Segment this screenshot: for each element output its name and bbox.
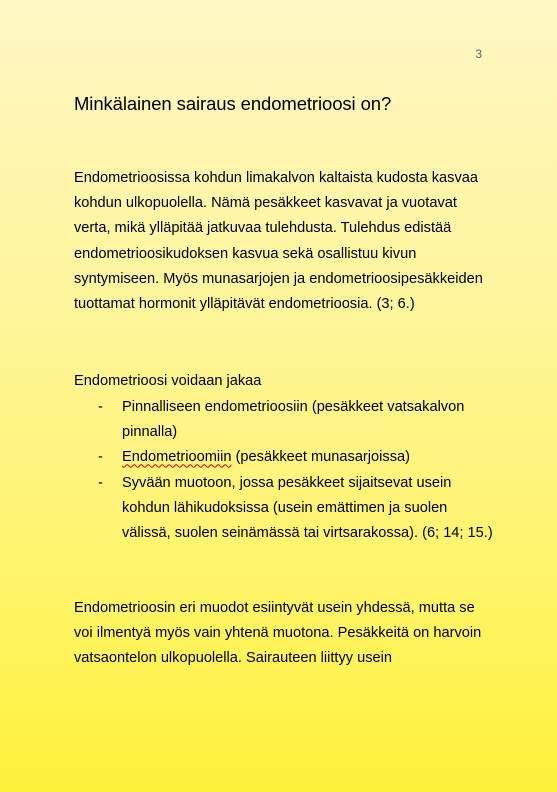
list-item-text: Syvään muotoon, jossa pesäkkeet sijaitsevat usein kohdun lähikudoksissa (usein emättimen ja suolen välissä, suolen seinämässä tai virtsarakossa). (6; 14; 15.)	[122, 474, 493, 542]
page-heading: Minkälainen sairaus endometrioosi on?	[74, 93, 392, 114]
list-dash: -	[98, 449, 103, 466]
list-dash: -	[98, 399, 103, 415]
list-item-text: Pinnalliseen endometrioosiin (pesäkkeet vatsakalvon pinnalla)	[122, 399, 465, 441]
list-item	[74, 445, 494, 470]
list-intro: Endometrioosi voidaan jakaa	[74, 373, 262, 389]
list-item	[74, 395, 494, 445]
list-item	[74, 471, 494, 547]
list-item-text: (pesäkkeet munasarjoissa)	[231, 449, 410, 466]
paragraph-pathogenesis: Endometrioosissa kohdun limakalvon kaltaista kudosta kasvaa kohdun ulkopuolella. Nämä pesäkkeet kasvavat ja vuotavat verta, mikä ylläpitää jatkuvaa tulehdusta. Tulehdus edistää endometrioosikudoksen kasvua sekä osallistuu kivun syntymiseen. Myös munasarjojen ja endometrioosipesäkkeiden tuottamat hormonit ylläpitävät endometrioosia. (3; 6.)	[74, 170, 483, 313]
spellcheck-flagged-word[interactable]: Endometrioomiin	[122, 449, 232, 466]
endometriosis-types-list	[74, 395, 494, 546]
page-number: 3	[475, 47, 482, 61]
list-dash: -	[98, 474, 103, 491]
paragraph-forms: Endometrioosin eri muodot esiintyvät usein yhdessä, mutta se voi ilmentyä myös vain yhtenä muotona. Pesäkkeitä on harvoin vatsaontelon ulkopuolella. Sairauteen liittyy usein	[74, 600, 482, 667]
